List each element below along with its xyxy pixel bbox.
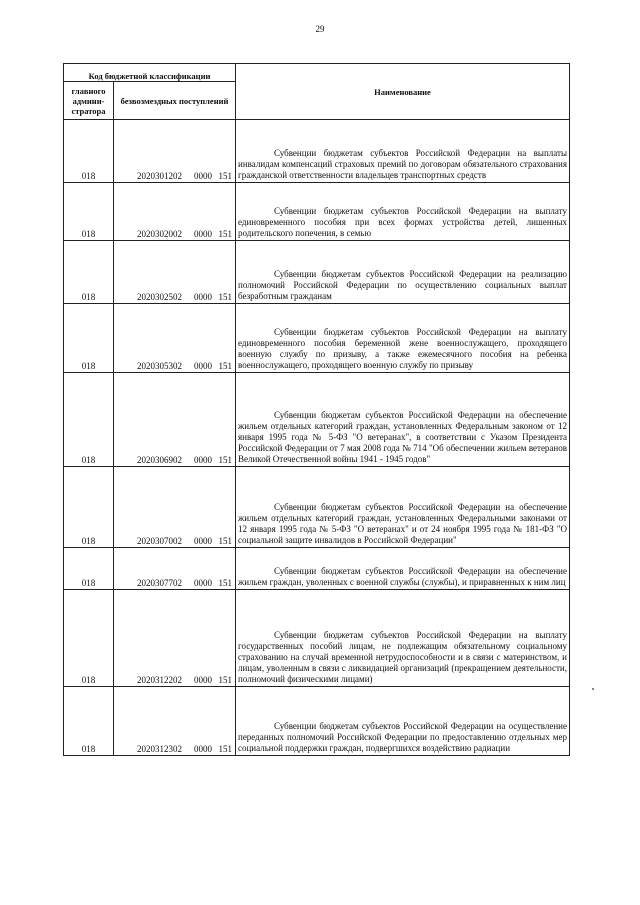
name-text: Субвенции бюджетам субъектов Российской Федерации на выплату единовременного пособия беременной жене военнослужащего, проходящего военную службу по призыву, а также ежемесячного пособия на ребенка военнослужащего, проходящего военную службу по призыву — [238, 327, 567, 370]
name-cell — [236, 373, 570, 467]
income-kosgu: 151 — [218, 455, 232, 465]
budget-classification-table — [63, 63, 570, 756]
name-text: Субвенции бюджетам субъектов Российской Федерации на реализацию полномочий Российской Федерации по осуществлению социальных выплат безработным гражданам — [238, 269, 567, 301]
name-cell — [236, 687, 570, 756]
admin-code-cell: 018 — [64, 467, 114, 548]
income-code: 2020307002 — [137, 536, 182, 546]
name-text: Субвенции бюджетам субъектов Российской Федерации на обеспечение жильем отдельных категорий граждан, установленных Федеральным законом от 12 января 1995 года № 5-ФЗ "О ветеранах", в соответствии с Указом Президента Российской Федерации от 7 мая 2008 года № 714 "Об обеспечении жильем ветеранов Великой Отечественной войны 1941 - 1945 годов" — [238, 410, 567, 464]
income-code: 2020312202 — [137, 675, 182, 685]
income-subcode: 0000 — [194, 361, 212, 371]
income-subcode: 0000 — [194, 536, 212, 546]
income-subcode: 0000 — [194, 171, 212, 181]
admin-code-cell: 018 — [64, 373, 114, 467]
header-chief-administrator: главного админи-стратора — [64, 82, 114, 120]
name-text: Субвенции бюджетам субъектов Российской Федерации на обеспечение жильем граждан, уволенных с военной службы (службы), и приравненных к ним лиц — [238, 566, 567, 587]
name-cell — [236, 183, 570, 241]
income-kosgu: 151 — [218, 171, 232, 181]
admin-code-cell: 018 — [64, 304, 114, 373]
scan-speck — [592, 688, 594, 690]
name-cell — [236, 241, 570, 304]
name-text: Субвенции бюджетам субъектов Российской Федерации на выплаты инвалидам компенсаций страховых премий по договорам обязательного страхования гражданской ответственности владельцев транспортных средств — [238, 148, 567, 180]
header-name: Наименование — [236, 64, 570, 120]
income-subcode: 0000 — [194, 744, 212, 754]
name-cell — [236, 548, 570, 590]
header-budget-code-group: Код бюджетной классификации — [64, 64, 236, 82]
income-kosgu: 151 — [218, 675, 232, 685]
income-subcode: 0000 — [194, 455, 212, 465]
income-kosgu: 151 — [218, 578, 232, 588]
name-cell — [236, 304, 570, 373]
income-kosgu: 151 — [218, 229, 232, 239]
name-text: Субвенции бюджетам субъектов Российской Федерации на обеспечение жильем отдельных категорий граждан, установленных Федеральными законами от 12 января 1995 года № 5-ФЗ "О ветеранах" и от 24 ноября 1995 года № 181-ФЗ "О социальной защите инвалидов в Российской Федерации" — [238, 502, 567, 545]
table-row — [64, 590, 570, 687]
table-row — [64, 373, 570, 467]
name-text: Субвенции бюджетам субъектов Российской Федерации на выплату государственных пособий лицам, не подлежащим обязательному социальному страхованию на случай временной нетрудоспособности и в связи с материнством, и лицам, уволенным в связи с ликвидацией организаций (прекращением деятельности, полномочий физическими лицами) — [238, 630, 567, 684]
admin-code-cell: 018 — [64, 687, 114, 756]
name-text: Субвенции бюджетам субъектов Российской Федерации на выплату единовременного пособия при всех формах устройства детей, лишенных родительского попечения, в семью — [238, 206, 567, 238]
income-kosgu: 151 — [218, 536, 232, 546]
income-code-cell — [114, 373, 236, 467]
table-row — [64, 548, 570, 590]
income-subcode: 0000 — [194, 578, 212, 588]
name-text: Субвенции бюджетам субъектов Российской Федерации на осуществление переданных полномочий Российской Федерации по предоставлению отдельных мер социальной поддержки граждан, подвергшихся воздействию радиации — [238, 721, 567, 753]
admin-code-cell: 018 — [64, 120, 114, 183]
income-code: 2020302002 — [137, 229, 182, 239]
income-subcode: 0000 — [194, 292, 212, 302]
income-code-cell — [114, 304, 236, 373]
header-gratuitous-receipts: безвозмездных поступлений — [114, 82, 236, 120]
admin-code-cell: 018 — [64, 183, 114, 241]
income-code: 2020302502 — [137, 292, 182, 302]
name-cell — [236, 590, 570, 687]
table-row — [64, 120, 570, 183]
admin-code-cell: 018 — [64, 241, 114, 304]
income-code-cell — [114, 590, 236, 687]
income-code-cell — [114, 687, 236, 756]
income-code-cell — [114, 120, 236, 183]
admin-code-cell: 018 — [64, 548, 114, 590]
income-code-cell — [114, 467, 236, 548]
table-row — [64, 687, 570, 756]
income-code: 2020305302 — [137, 361, 182, 371]
income-code: 2020301202 — [137, 171, 182, 181]
table-row — [64, 241, 570, 304]
income-kosgu: 151 — [218, 292, 232, 302]
name-cell — [236, 467, 570, 548]
income-code-cell — [114, 183, 236, 241]
income-kosgu: 151 — [218, 744, 232, 754]
income-code: 2020312302 — [137, 744, 182, 754]
income-code: 2020307702 — [137, 578, 182, 588]
name-cell — [236, 120, 570, 183]
page-number: 29 — [315, 24, 325, 34]
income-kosgu: 151 — [218, 361, 232, 371]
table-row — [64, 304, 570, 373]
income-subcode: 0000 — [194, 675, 212, 685]
income-subcode: 0000 — [194, 229, 212, 239]
table-row — [64, 183, 570, 241]
admin-code-cell: 018 — [64, 590, 114, 687]
income-code: 2020306902 — [137, 455, 182, 465]
income-code-cell — [114, 548, 236, 590]
table-row — [64, 467, 570, 548]
income-code-cell — [114, 241, 236, 304]
